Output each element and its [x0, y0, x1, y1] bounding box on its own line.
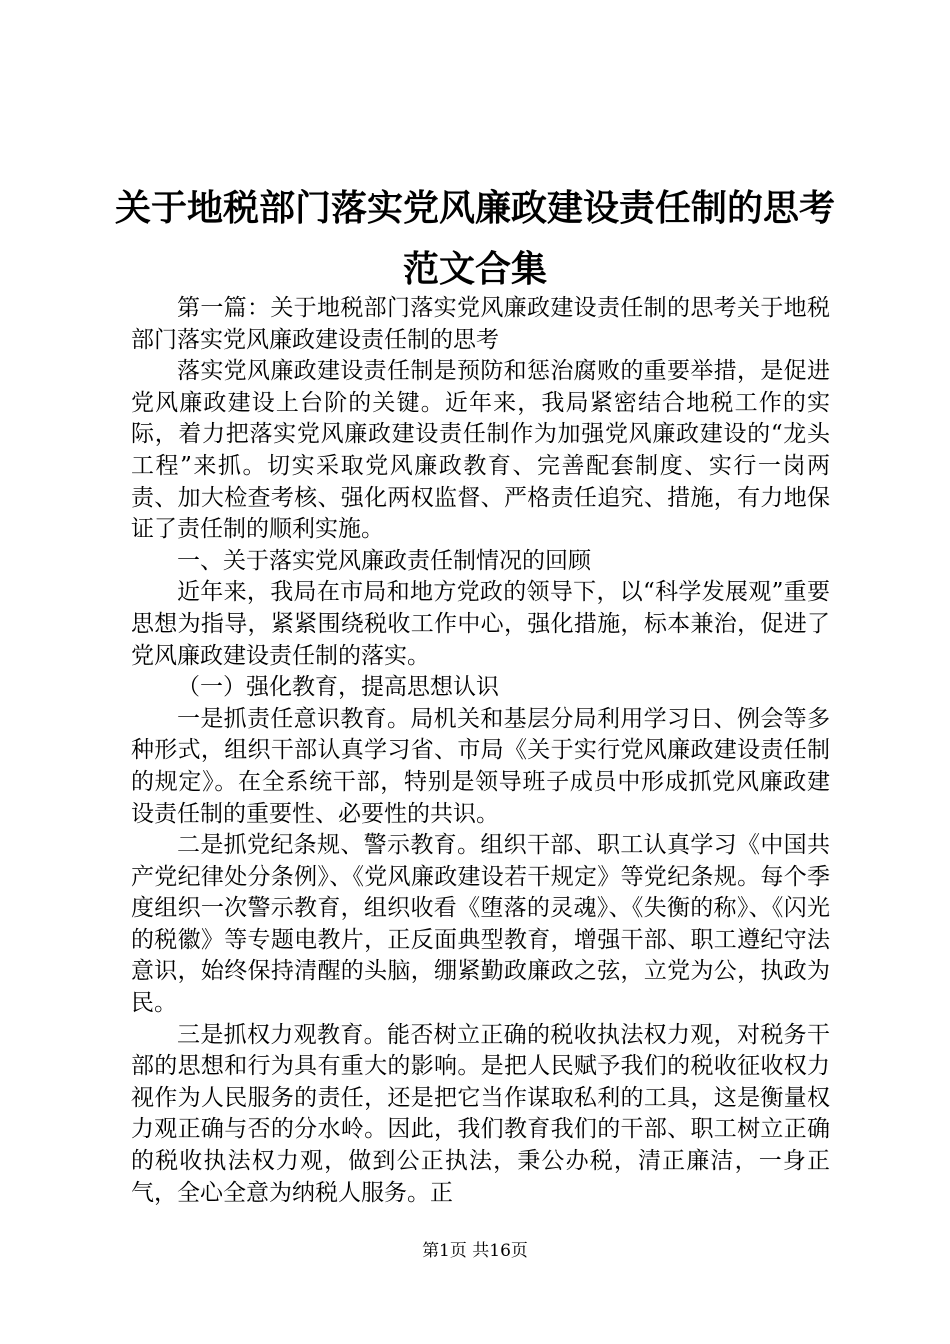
paragraph-power-education: 三是抓权力观教育。能否树立正确的税收执法权力观，对税务干部的思想和行为具有重大的影响。是把人民赋予我们的税收征收权力视作为人民服务的责任，还是把它当作谋取私利的工具，这是衡量权力观正确与否的分水岭。因此，我们教育我们的干部、职工树立正确的税收执法权力观，做到公正执法，秉公办税，清正廉洁，一身正气，全心全意为纳税人服务。正: [131, 1021, 830, 1206]
paragraph-intro: 第一篇：关于地税部门落实党风廉政建设责任制的思考关于地税部门落实党风廉政建设责任制的思考: [131, 295, 830, 353]
page-footer: 第1页 共16页: [422, 1241, 528, 1261]
paragraph-discipline-education: 二是抓党纪条规、警示教育。组织干部、职工认真学习《中国共产党纪律处分条例》、《党风廉政建设若干规定》等党纪条规。每个季度组织一次警示教育，组织收看《堕落的灵魂》、《失衡的称》、《闪光的税徽》等专题电教片，正反面典型教育，增强干部、职工遵纪守法意识，始终保持清醒的头脑，绷紧勤政廉政之弦，立党为公，执政为民。: [131, 832, 830, 1017]
paragraph-responsibility-education: 一是抓责任意识教育。局机关和基层分局利用学习日、例会等多种形式，组织干部认真学习省、市局《关于实行党风廉政建设责任制的规定》。在全系统干部，特别是领导班子成员中形成抓党风廉政建设责任制的重要性、必要性的共识。: [131, 705, 830, 827]
section-heading-review: 一、关于落实党风廉政责任制情况的回顾: [177, 547, 591, 574]
document-title-line-2: 范文合集: [402, 248, 547, 290]
document-title-line-1: 关于地税部门落实党风廉政建设责任制的思考: [114, 187, 835, 229]
document-body: [131, 293, 830, 1209]
subsection-heading-education: （一）强化教育，提高思想认识: [177, 674, 499, 701]
paragraph-review: 近年来，我局在市局和地方党政的领导下，以“科学发展观”重要思想为指导，紧紧围绕税收工作中心，强化措施，标本兼治，促进了党风廉政建设责任制的落实。: [131, 579, 830, 669]
paragraph-overview: 落实党风廉政建设责任制是预防和惩治腐败的重要举措，是促进党风廉政建设上台阶的关键。近年来，我局紧密结合地税工作的实际，着力把落实党风廉政建设责任制作为加强党风廉政建设的“龙头工程”来抓。切实采取党风廉政教育、完善配套制度、实行一岗两责、加大检查考核、强化两权监督、严格责任追究、措施，有力地保证了责任制的顺利实施。: [131, 358, 830, 543]
